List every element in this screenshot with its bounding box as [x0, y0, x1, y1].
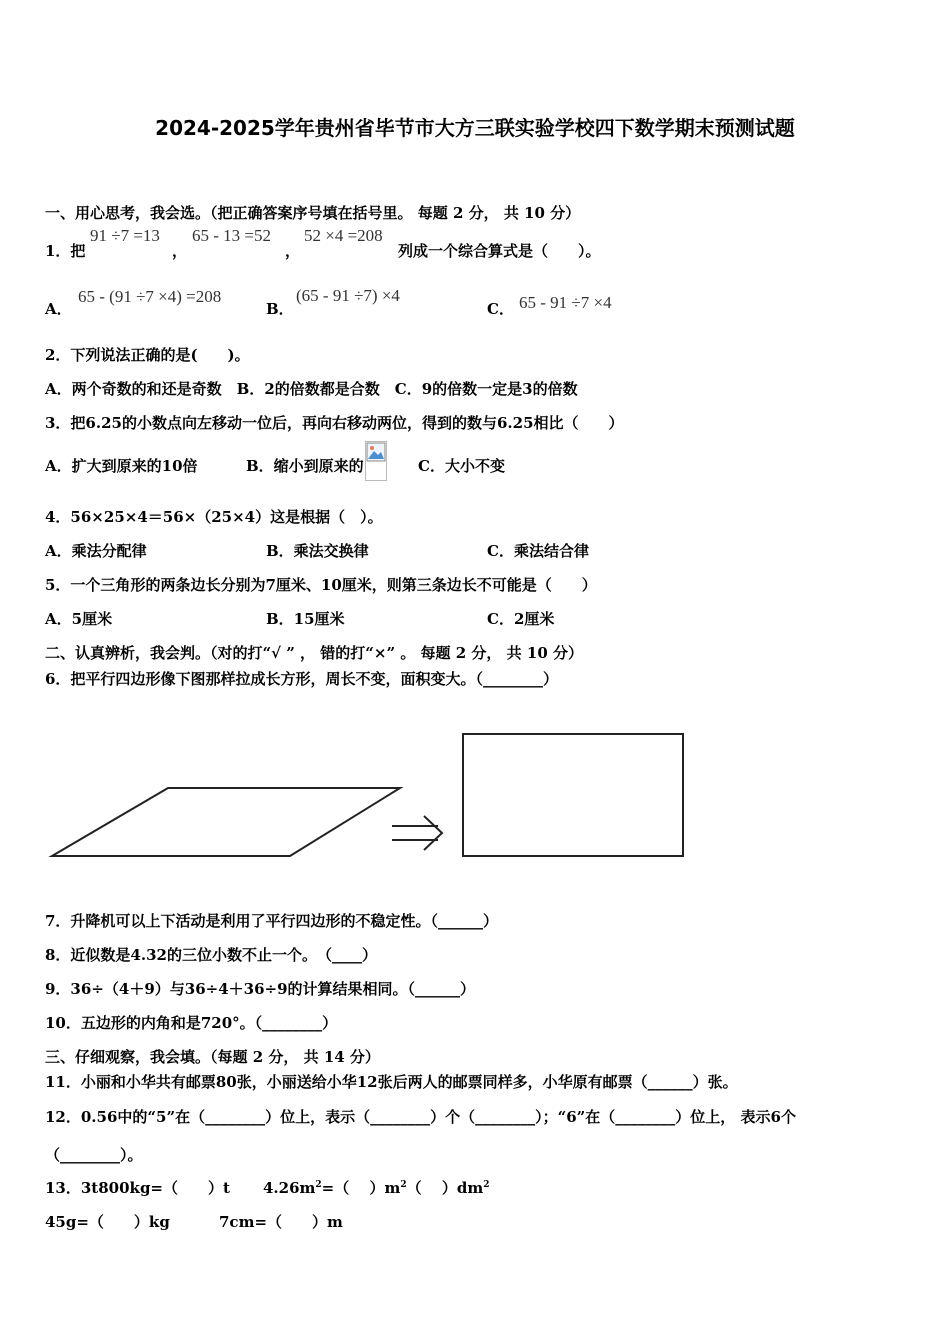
q1-option-c-label: C． [487, 300, 514, 318]
rectangle-shape [463, 734, 683, 856]
question-5: 5．一个三角形的两条边长分别为7厘米、10厘米，则第三条边长不可能是（ ） [45, 576, 597, 594]
q13-superscript-1: 2 [315, 1180, 322, 1190]
question-8: 8．近似数是4.32的三位小数不止一个。 （____） [45, 946, 377, 964]
q1-sep-2: ， [285, 242, 301, 260]
q1-suffix: 列成一个综合算式是（ ）。 [398, 242, 601, 260]
parallelogram-to-rectangle-figure [40, 722, 700, 872]
double-arrow-icon [392, 816, 442, 850]
q1-option-b-expr: (65 - 91 ÷7) ×4 [296, 286, 400, 305]
q1-sep-1: ， [172, 242, 188, 260]
q2-options: A．两个奇数的和还是奇数 B．2的倍数都是合数 C．9的倍数一定是3的倍数 [45, 380, 578, 398]
q1-prefix: 1．把 [45, 242, 86, 260]
question-13-part-1: 13．3t800kg=（ ）t [45, 1179, 230, 1197]
question-7: 7．升降机可以上下活动是利用了平行四边形的不稳定性。（______） [45, 912, 498, 930]
question-11: 11．小丽和小华共有邮票80张，小丽送给小华12张后两人的邮票同样多，小华原有邮票（______）张。 [45, 1073, 738, 1091]
question-3: 3．把6.25的小数点向左移动一位后，再向右移动两位，得到的数与6.25相比（ ） [45, 414, 624, 432]
question-9: 9．36÷（4＋9）与36÷4＋36÷9的计算结果相同。（______） [45, 980, 476, 998]
question-13-part-2 [263, 1177, 489, 1198]
q1-option-b-label: B． [266, 300, 294, 318]
question-4: 4．56×25×4＝56×（25×4）这是根据（ ）。 [45, 508, 383, 526]
question-13-part-4: 7cm=（ ）m [219, 1213, 343, 1231]
question-10: 10．五边形的内角和是720°。（________） [45, 1014, 338, 1032]
question-2: 2．下列说法正确的是( )。 [45, 346, 250, 364]
q4-option-c: C．乘法结合律 [487, 542, 589, 560]
q13-area-dm2: （ ）dm [406, 1179, 484, 1197]
question-6: 6．把平行四边形像下图那样拉成长方形，周长不变，面积变大。（________） [45, 670, 558, 688]
section-2-heading: 二、认真辨析，我会判。（对的打“√ ” ， 错的打“×” 。 每题 2 分， 共 10 分） [45, 644, 583, 662]
q4-option-b: B．乘法交换律 [266, 542, 369, 560]
broken-image-icon [365, 441, 387, 481]
question-12-line-2: （________）。 [45, 1146, 143, 1164]
parallelogram-shape [52, 788, 400, 856]
q3-option-c: C．大小不变 [418, 457, 505, 475]
page-title: 2024-2025学年贵州省毕节市大方三联实验学校四下数学期末预测试题 [155, 116, 795, 140]
q13-superscript-3: 2 [483, 1180, 490, 1190]
section-1-heading: 一、用心思考，我会选。（把正确答案序号填在括号里。 每题 2 分， 共 10 分） [45, 204, 581, 222]
q5-option-a: A．5厘米 [45, 610, 113, 628]
q13-area-value: 4.26m [263, 1179, 316, 1197]
question-12-line-1: 12．0.56中的“5”在（________）位上，表示（________）个（________）；“6”在（________）位上， 表示6个 [45, 1108, 796, 1126]
q1-option-a-label: A． [45, 300, 72, 318]
q4-option-a: A．乘法分配律 [45, 542, 147, 560]
q1-expr-1: 91 ÷7 =13 [90, 226, 160, 245]
q1-option-a-expr: 65 - (91 ÷7 ×4) =208 [78, 287, 222, 306]
q13-superscript-2: 2 [400, 1180, 407, 1190]
q1-expr-2: 65 - 13 =52 [192, 226, 271, 245]
question-1 [45, 240, 85, 261]
q5-option-c: C．2厘米 [487, 610, 555, 628]
q5-option-b: B．15厘米 [266, 610, 345, 628]
section-3-heading: 三、仔细观察，我会填。（每题 2 分， 共 14 分） [45, 1048, 380, 1066]
q13-area-m2: =（ ）m [321, 1179, 401, 1197]
q3-option-b-text: B．缩小到原来的 [246, 457, 364, 475]
q3-option-a: A．扩大到原来的10倍 [45, 457, 198, 475]
question-13-part-3: 45g=（ ）kg [45, 1213, 170, 1231]
q3-option-b [246, 455, 387, 495]
q1-option-c-expr: 65 - 91 ÷7 ×4 [519, 293, 612, 312]
q1-expr-3: 52 ×4 =208 [304, 226, 383, 245]
